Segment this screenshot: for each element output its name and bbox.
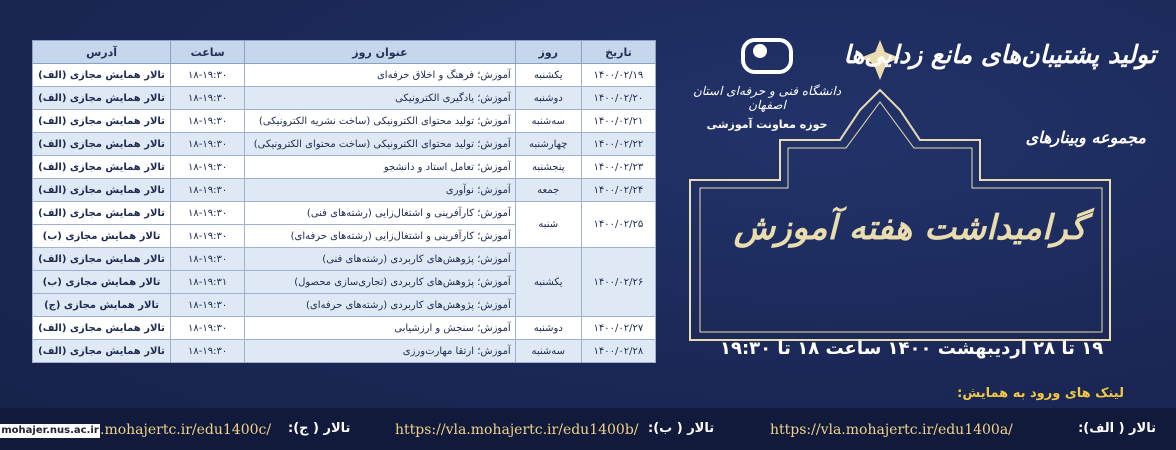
cell-title: آموزش؛ یادگیری الکترونیکی [245, 87, 515, 110]
cell-day: چهارشنبه [515, 133, 581, 156]
cell-address: تالار همایش مجازی (الف) [33, 317, 171, 340]
cell-time: ۱۸-۱۹:۳۱ [171, 271, 245, 294]
cell-title: آموزش؛ تولید محتوای الکترونیکی (ساخت محتوای الکترونیکی) [245, 133, 515, 156]
table-row [33, 64, 656, 87]
table-row [33, 87, 656, 110]
cell-date: ۱۴۰۰/۰۲/۲۲ [581, 133, 655, 156]
university-name: دانشگاه فنی و حرفه‌ای استان اصفهان [692, 84, 842, 112]
headline-text: تولید پشتیبان‌های مانع زدایی‌ها [843, 40, 1156, 69]
table-row [33, 317, 656, 340]
cell-day: یکشنبه [515, 64, 581, 87]
cell-time: ۱۸-۱۹:۳۰ [171, 202, 245, 225]
university-mark-icon [741, 38, 793, 74]
schedule-table [32, 40, 656, 363]
event-dateline: ۱۹ تا ۲۸ اردیبهشت ۱۴۰۰ ساعت ۱۸ تا ۱۹:۳۰ [720, 338, 1104, 359]
cell-address: تالار همایش مجازی (الف) [33, 110, 171, 133]
poster-panel [670, 0, 1176, 395]
header-day: روز [515, 41, 581, 64]
header-date: تاریخ [581, 41, 655, 64]
cell-date: ۱۴۰۰/۰۲/۲۱ [581, 110, 655, 133]
cell-title: آموزش؛ کارآفرینی و اشتغال‌زایی (رشته‌های حرفه‌ای) [245, 225, 515, 248]
hall-b-label: تالار ( ب): [648, 421, 715, 436]
table-row [33, 248, 656, 271]
links-title: لینک های ورود به همایش: [957, 386, 1124, 401]
cell-day: دوشنبه [515, 317, 581, 340]
cell-day: دوشنبه [515, 87, 581, 110]
cell-address: تالار همایش مجازی (الف) [33, 87, 171, 110]
cell-title: آموزش؛ پژوهش‌های کاربردی (رشته‌های حرفه‌ای) [245, 294, 515, 317]
cell-address: تالار همایش مجازی (ب) [33, 271, 171, 294]
cell-address: تالار همایش مجازی (الف) [33, 179, 171, 202]
cell-date: ۱۴۰۰/۰۲/۱۹ [581, 64, 655, 87]
cell-day: پنجشنبه [515, 156, 581, 179]
cell-date: ۱۴۰۰/۰۲/۲۵ [581, 202, 655, 248]
table-row [33, 133, 656, 156]
cell-time: ۱۸-۱۹:۳۰ [171, 64, 245, 87]
cell-title: آموزش؛ پژوهش‌های کاربردی (رشته‌های فنی) [245, 248, 515, 271]
cell-address: تالار همایش مجازی (ب) [33, 225, 171, 248]
hall-c-label: تالار ( ج): [288, 421, 351, 436]
cell-title: آموزش؛ سنجش و ارزشیابی [245, 317, 515, 340]
header-time: ساعت [171, 41, 245, 64]
cell-time: ۱۸-۱۹:۳۰ [171, 110, 245, 133]
cell-date: ۱۴۰۰/۰۲/۲۷ [581, 317, 655, 340]
cell-address: تالار همایش مجازی (الف) [33, 133, 171, 156]
cell-title: آموزش؛ نوآوری [245, 179, 515, 202]
hall-a-label: تالار ( الف): [1078, 421, 1156, 436]
cell-time: ۱۸-۱۹:۳۰ [171, 133, 245, 156]
series-text: مجموعه وبینارهای [1025, 128, 1146, 147]
cell-date: ۱۴۰۰/۰۲/۲۶ [581, 248, 655, 317]
cell-time: ۱۸-۱۹:۳۰ [171, 225, 245, 248]
cell-time: ۱۸-۱۹:۳۰ [171, 294, 245, 317]
department-name: حوزه معاونت آموزشی [706, 118, 828, 131]
header-title: عنوان روز [245, 41, 515, 64]
cell-date: ۱۴۰۰/۰۲/۲۸ [581, 340, 655, 363]
cell-time: ۱۸-۱۹:۳۰ [171, 340, 245, 363]
cell-title: آموزش؛ تعامل استاد و دانشجو [245, 156, 515, 179]
cell-day: یکشنبه [515, 248, 581, 317]
table-row [33, 202, 656, 225]
site-badge: mohajer.nus.ac.ir [1, 425, 99, 436]
cell-time: ۱۸-۱۹:۳۰ [171, 179, 245, 202]
cell-time: ۱۸-۱۹:۳۰ [171, 87, 245, 110]
cell-title: آموزش؛ ارتقا مهارت‌ورزی [245, 340, 515, 363]
table-row [33, 156, 656, 179]
hall-b-link[interactable]: https://vla.mohajertc.ir/edu1400b/ [395, 422, 639, 438]
header-address: آدرس [33, 41, 171, 64]
table-row [33, 110, 656, 133]
cell-day: جمعه [515, 179, 581, 202]
table-header-row [33, 41, 656, 64]
hall-a-link[interactable]: https://vla.mohajertc.ir/edu1400a/ [770, 422, 1013, 438]
cell-day: سه‌شنبه [515, 110, 581, 133]
cell-address: تالار همایش مجازی (الف) [33, 248, 171, 271]
cell-address: تالار همایش مجازی (الف) [33, 156, 171, 179]
cell-address: تالار همایش مجازی (الف) [33, 340, 171, 363]
cell-title: آموزش؛ پژوهش‌های کاربردی (تجاری‌سازی محصول) [245, 271, 515, 294]
hall-c-link[interactable]: .mohajertc.ir/edu1400c/ [100, 422, 272, 438]
cell-date: ۱۴۰۰/۰۲/۲۴ [581, 179, 655, 202]
cell-title: آموزش؛ فرهنگ و اخلاق حرفه‌ای [245, 64, 515, 87]
cell-day: شنبه [515, 202, 581, 248]
cell-time: ۱۸-۱۹:۳۰ [171, 156, 245, 179]
cell-title: آموزش؛ تولید محتوای الکترونیکی (ساخت نشریه الکترونیکی) [245, 110, 515, 133]
table-row [33, 340, 656, 363]
university-logo [682, 38, 852, 138]
table-row [33, 179, 656, 202]
main-title: گرامیداشت هفته آموزش [733, 208, 1087, 248]
cell-date: ۱۴۰۰/۰۲/۲۰ [581, 87, 655, 110]
cell-address: تالار همایش مجازی (الف) [33, 202, 171, 225]
cell-day: سه‌شنبه [515, 340, 581, 363]
cell-time: ۱۸-۱۹:۳۰ [171, 248, 245, 271]
cell-address: تالار همایش مجازی (ج) [33, 294, 171, 317]
cell-title: آموزش؛ کارآفرینی و اشتغال‌زایی (رشته‌های فنی) [245, 202, 515, 225]
cell-time: ۱۸-۱۹:۳۰ [171, 317, 245, 340]
cell-address: تالار همایش مجازی (الف) [33, 64, 171, 87]
cell-date: ۱۴۰۰/۰۲/۲۳ [581, 156, 655, 179]
